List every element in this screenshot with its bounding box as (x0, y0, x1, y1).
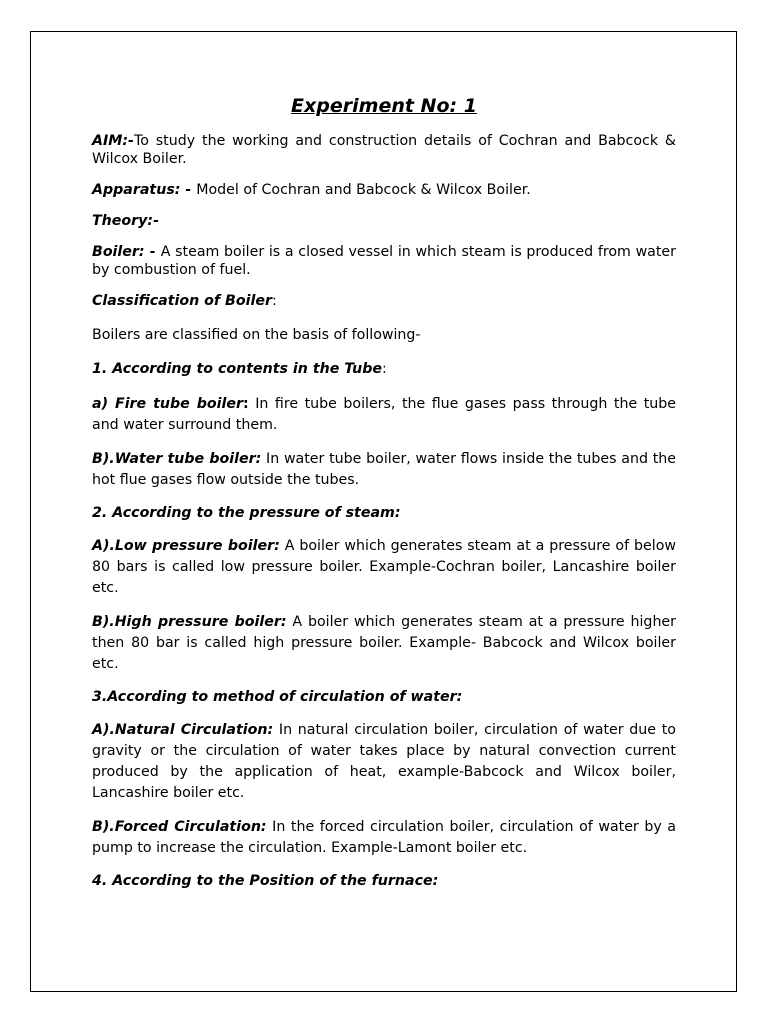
page-title: Experiment No: 1 (291, 95, 477, 117)
low-pressure-text: A boiler which generates steam at a pressure of below 80 bars is called low pressure boiler. Example-Cochran boiler, Lancashire boiler etc. (92, 538, 676, 596)
classification-label: Classification of Boiler (92, 293, 272, 309)
aim-paragraph (92, 132, 676, 168)
water-tube-text: In water tube boiler, water flows inside the tubes and the hot flue gases flow outside the tubes. (92, 451, 676, 488)
natural-circulation-text: In natural circulation boiler, circulation of water due to gravity or the circulation of water takes place by natural convection current produced by the application of heat, example-Babcock and Wilcox boiler, Lancashire boiler etc. (92, 722, 676, 801)
section1-heading-suffix: : (382, 361, 387, 377)
water-tube-paragraph (92, 449, 676, 491)
forced-circulation-paragraph (92, 817, 676, 859)
section4-heading-label: 4. According to the Position of the furnace: (92, 873, 439, 889)
section3-heading (92, 688, 676, 706)
boiler-text: A steam boiler is a closed vessel in which steam is produced from water by combustion of fuel. (92, 244, 676, 278)
document-body (92, 94, 676, 903)
fire-tube-text: In fire tube boilers, the flue gases pass through the tube and water surround them. (92, 396, 676, 433)
apparatus-paragraph (92, 181, 676, 199)
fire-tube-paragraph (92, 394, 676, 436)
classification-suffix: : (271, 293, 277, 309)
section4-heading (92, 872, 676, 890)
aim-label: AIM:- (92, 133, 134, 149)
forced-circulation-text: In the forced circulation boiler, circulation of water by a pump to increase the circulation. Example-Lamont boiler etc. (92, 819, 676, 856)
forced-circulation-label: B).Forced Circulation: (92, 819, 267, 835)
apparatus-label: Apparatus: - (92, 182, 197, 198)
natural-circulation-label: A).Natural Circulation: (92, 722, 274, 738)
section1-heading (92, 360, 676, 378)
high-pressure-text: A boiler which generates steam at a pressure higher then 80 bar is called high pressure boiler. Example- Babcock and Wilcox boiler etc. (92, 614, 676, 672)
apparatus-text: Model of Cochran and Babcock & Wilcox Boiler. (196, 182, 531, 198)
fire-tube-colon: : (242, 396, 249, 412)
theory-label: Theory:- (92, 213, 159, 229)
classification-intro: Boilers are classified on the basis of following- (92, 327, 421, 343)
classification-heading (92, 292, 676, 310)
high-pressure-paragraph (92, 612, 676, 675)
water-tube-label: B).Water tube boiler: (92, 451, 262, 467)
section2-heading-label: 2. According to the pressure of steam: (92, 505, 401, 521)
low-pressure-paragraph (92, 536, 676, 599)
fire-tube-label: a) Fire tube boiler (92, 396, 243, 412)
natural-circulation-paragraph (92, 720, 676, 804)
theory-heading (92, 212, 676, 230)
low-pressure-label: A).Low pressure boiler: (92, 538, 280, 554)
aim-text: To study the working and construction details of Cochran and Babcock & Wilcox Boiler. (92, 133, 676, 167)
boiler-label: Boiler: - (92, 244, 161, 260)
section3-heading-label: 3.According to method of circulation of water: (92, 689, 463, 705)
high-pressure-label: B).High pressure boiler: (92, 614, 287, 630)
section2-heading (92, 504, 676, 522)
section1-heading-label: 1. According to contents in the Tube (92, 361, 382, 377)
boiler-paragraph (92, 243, 676, 279)
